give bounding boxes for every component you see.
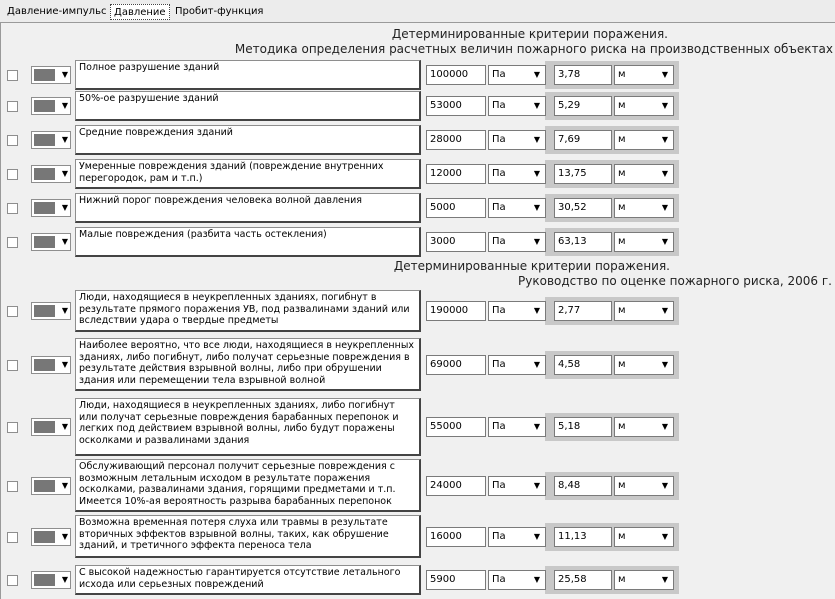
- pressure-unit-label: Па: [492, 100, 506, 111]
- select-checkbox[interactable]: [7, 70, 18, 81]
- pressure-unit-select[interactable]: [488, 198, 546, 218]
- pressure-unit-select[interactable]: [488, 355, 546, 375]
- criterion-description: Обслуживающий персонал получит серьезные повреждения с возможным летальным исходом в результате поражения осколками, развалинами здания, горящими предметами и т.п. Имеется 10%-ая вероятность разрыва барабанных перепонок: [75, 459, 421, 512]
- pressure-value-input[interactable]: 53000: [426, 96, 486, 116]
- color-swatch: [34, 168, 55, 180]
- pressure-unit-label: Па: [492, 480, 506, 491]
- distance-value-input[interactable]: 2,77: [554, 301, 612, 321]
- criterion-description: С высокой надежностью гарантируется отсутствие летального исхода или серьезных повреждений: [75, 565, 421, 595]
- criterion-description: Нижний порог повреждения человека волной давления: [75, 193, 421, 223]
- chevron-down-icon: ▼: [661, 101, 668, 110]
- distance-unit-select[interactable]: [614, 355, 674, 375]
- color-picker[interactable]: [31, 165, 71, 183]
- distance-unit-label: м: [618, 480, 626, 491]
- criterion-row: [0, 192, 835, 224]
- pressure-value-input[interactable]: 190000: [426, 301, 486, 321]
- distance-unit-label: м: [618, 202, 626, 213]
- select-checkbox[interactable]: [7, 135, 18, 146]
- chevron-down-icon: ▼: [661, 169, 668, 178]
- criterion-description: Малые повреждения (разбита часть остекления): [75, 227, 421, 257]
- tab-strip: [0, 0, 835, 24]
- chevron-down-icon: ▼: [533, 237, 540, 246]
- criterion-description: Умеренные повреждения зданий (повреждение внутренних перегородок, рам и т.п.): [75, 159, 421, 189]
- color-picker[interactable]: [31, 571, 71, 589]
- pressure-unit-label: Па: [492, 531, 506, 542]
- distance-unit-label: м: [618, 134, 626, 145]
- distance-unit-select[interactable]: [614, 527, 674, 547]
- color-picker[interactable]: [31, 66, 71, 84]
- criterion-row: [0, 337, 835, 392]
- criterion-description: Полное разрушение зданий: [75, 60, 421, 90]
- pressure-value-input[interactable]: 3000: [426, 232, 486, 252]
- color-picker[interactable]: [31, 199, 71, 217]
- criterion-row: [0, 458, 835, 513]
- distance-unit-label: м: [618, 574, 626, 585]
- pressure-unit-select[interactable]: [488, 96, 546, 116]
- chevron-down-icon: ▼: [533, 101, 540, 110]
- distance-unit-select[interactable]: [614, 96, 674, 116]
- color-swatch: [34, 100, 55, 112]
- criterion-row: [0, 514, 835, 559]
- chevron-down-icon: ▼: [61, 422, 68, 431]
- color-swatch: [34, 531, 55, 543]
- select-checkbox[interactable]: [7, 422, 18, 433]
- color-swatch: [34, 134, 55, 146]
- distance-unit-label: м: [618, 531, 626, 542]
- chevron-down-icon: ▼: [661, 481, 668, 490]
- distance-value-input[interactable]: 63,13: [554, 232, 612, 252]
- pressure-unit-select[interactable]: [488, 527, 546, 547]
- criterion-description: Наиболее вероятно, что все люди, находящиеся в неукрепленных зданиях, либо погибнут, либо получат серьезные повреждения в результате действия взрывной волны, либо при обрушении здания или перемещении тела взрывной волной: [75, 338, 421, 391]
- criterion-row: [0, 90, 835, 122]
- chevron-down-icon: ▼: [61, 70, 68, 79]
- pressure-value-input[interactable]: 12000: [426, 164, 486, 184]
- pressure-unit-label: Па: [492, 168, 506, 179]
- color-swatch: [34, 574, 55, 586]
- pressure-unit-label: Па: [492, 574, 506, 585]
- color-picker[interactable]: [31, 528, 71, 546]
- pressure-unit-select[interactable]: [488, 130, 546, 150]
- distance-value-input[interactable]: 25,58: [554, 570, 612, 590]
- criterion-description: Средние повреждения зданий: [75, 125, 421, 155]
- pressure-unit-label: Па: [492, 69, 506, 80]
- criterion-description: Возможна временная потеря слуха или травмы в результате вторичных эффектов взрывной волны, таких, как обрушение зданий, и третичного эффекта переноса тела: [75, 515, 421, 558]
- distance-value-input[interactable]: 7,69: [554, 130, 612, 150]
- pressure-unit-select[interactable]: [488, 476, 546, 496]
- pressure-value-input[interactable]: 69000: [426, 355, 486, 375]
- pressure-unit-select[interactable]: [488, 232, 546, 252]
- criterion-description: Люди, находящиеся в неукрепленных зданиях, либо погибнут или получат серьезные повреждения барабанных перепонок и легких под действием взрывной волны, либо будут поражены осколками и развалинами здания: [75, 398, 421, 456]
- chevron-down-icon: ▼: [533, 575, 540, 584]
- distance-value-input[interactable]: 4,58: [554, 355, 612, 375]
- chevron-down-icon: ▼: [661, 306, 668, 315]
- color-picker[interactable]: [31, 97, 71, 115]
- distance-unit-select[interactable]: [614, 301, 674, 321]
- pressure-value-input[interactable]: 5000: [426, 198, 486, 218]
- pressure-unit-select[interactable]: [488, 570, 546, 590]
- criterion-row: [0, 226, 835, 258]
- chevron-down-icon: ▼: [661, 532, 668, 541]
- distance-unit-select[interactable]: [614, 130, 674, 150]
- pressure-value-input[interactable]: 5900: [426, 570, 486, 590]
- chevron-down-icon: ▼: [661, 360, 668, 369]
- distance-value-input[interactable]: 30,52: [554, 198, 612, 218]
- section2-title-line1: Детерминированные критерии поражения.: [393, 259, 670, 273]
- pressure-unit-label: Па: [492, 421, 506, 432]
- criterion-row: [0, 158, 835, 190]
- select-checkbox[interactable]: [7, 306, 18, 317]
- select-checkbox[interactable]: [7, 532, 18, 543]
- chevron-down-icon: ▼: [661, 135, 668, 144]
- pressure-unit-label: Па: [492, 305, 506, 316]
- color-swatch: [34, 305, 55, 317]
- distance-value-input[interactable]: 5,29: [554, 96, 612, 116]
- distance-unit-select[interactable]: [614, 198, 674, 218]
- chevron-down-icon: ▼: [61, 169, 68, 178]
- pressure-value-input[interactable]: 24000: [426, 476, 486, 496]
- distance-unit-label: м: [618, 168, 626, 179]
- chevron-down-icon: ▼: [61, 101, 68, 110]
- color-picker[interactable]: [31, 131, 71, 149]
- chevron-down-icon: ▼: [61, 532, 68, 541]
- select-checkbox[interactable]: [7, 169, 18, 180]
- color-picker[interactable]: [31, 418, 71, 436]
- criterion-row: [0, 564, 835, 596]
- select-checkbox[interactable]: [7, 481, 18, 492]
- chevron-down-icon: ▼: [533, 360, 540, 369]
- chevron-down-icon: ▼: [61, 203, 68, 212]
- pressure-value-input[interactable]: 28000: [426, 130, 486, 150]
- distance-unit-select[interactable]: [614, 417, 674, 437]
- distance-unit-select[interactable]: [614, 232, 674, 252]
- chevron-down-icon: ▼: [61, 306, 68, 315]
- pressure-value-input[interactable]: 100000: [426, 65, 486, 85]
- section1-title-line2: Методика определения расчетных величин пожарного риска на производственных объектах: [234, 42, 833, 56]
- criterion-row: [0, 397, 835, 457]
- chevron-down-icon: ▼: [533, 306, 540, 315]
- pressure-unit-label: Па: [492, 236, 506, 247]
- pressure-unit-label: Па: [492, 359, 506, 370]
- color-swatch: [34, 202, 55, 214]
- distance-unit-label: м: [618, 421, 626, 432]
- chevron-down-icon: ▼: [533, 169, 540, 178]
- chevron-down-icon: ▼: [61, 575, 68, 584]
- select-checkbox[interactable]: [7, 101, 18, 112]
- pressure-unit-select[interactable]: [488, 301, 546, 321]
- chevron-down-icon: ▼: [661, 422, 668, 431]
- chevron-down-icon: ▼: [661, 237, 668, 246]
- color-picker[interactable]: [31, 477, 71, 495]
- tab-probit-function[interactable]: Пробит-функция: [175, 6, 264, 17]
- color-picker[interactable]: [31, 356, 71, 374]
- criterion-row: [0, 124, 835, 156]
- distance-value-input[interactable]: 11,13: [554, 527, 612, 547]
- section2-title-line2: Руководство по оценке пожарного риска, 2006 г.: [518, 274, 832, 288]
- chevron-down-icon: ▼: [61, 360, 68, 369]
- chevron-down-icon: ▼: [533, 532, 540, 541]
- pressure-unit-select[interactable]: [488, 417, 546, 437]
- pressure-unit-select[interactable]: [488, 164, 546, 184]
- select-checkbox[interactable]: [7, 237, 18, 248]
- distance-unit-label: м: [618, 69, 626, 80]
- chevron-down-icon: ▼: [661, 70, 668, 79]
- pressure-unit-label: Па: [492, 134, 506, 145]
- distance-value-input[interactable]: 13,75: [554, 164, 612, 184]
- color-swatch: [34, 421, 55, 433]
- chevron-down-icon: ▼: [533, 135, 540, 144]
- color-swatch: [34, 359, 55, 371]
- chevron-down-icon: ▼: [61, 135, 68, 144]
- color-swatch: [34, 480, 55, 492]
- distance-unit-label: м: [618, 100, 626, 111]
- distance-value-input[interactable]: 8,48: [554, 476, 612, 496]
- color-swatch: [34, 236, 55, 248]
- criterion-row: [0, 59, 835, 91]
- select-checkbox[interactable]: [7, 575, 18, 586]
- select-checkbox[interactable]: [7, 360, 18, 371]
- pressure-unit-label: Па: [492, 202, 506, 213]
- pressure-value-input[interactable]: 55000: [426, 417, 486, 437]
- distance-value-input[interactable]: 3,78: [554, 65, 612, 85]
- color-swatch: [34, 69, 55, 81]
- chevron-down-icon: ▼: [61, 481, 68, 490]
- distance-unit-label: м: [618, 305, 626, 316]
- criterion-description: 50%-ое разрушение зданий: [75, 91, 421, 121]
- distance-unit-select[interactable]: [614, 476, 674, 496]
- distance-unit-select[interactable]: [614, 164, 674, 184]
- criterion-description: Люди, находящиеся в неукрепленных зданиях, погибнут в результате прямого поражения УВ, под развалинами зданий или вследствии удара о твердые предметы: [75, 290, 421, 332]
- chevron-down-icon: ▼: [533, 70, 540, 79]
- pressure-value-input[interactable]: 16000: [426, 527, 486, 547]
- distance-unit-select[interactable]: [614, 570, 674, 590]
- pressure-unit-select[interactable]: [488, 65, 546, 85]
- select-checkbox[interactable]: [7, 203, 18, 214]
- chevron-down-icon: ▼: [533, 422, 540, 431]
- color-picker[interactable]: [31, 233, 71, 251]
- distance-unit-select[interactable]: [614, 65, 674, 85]
- distance-value-input[interactable]: 5,18: [554, 417, 612, 437]
- chevron-down-icon: ▼: [533, 481, 540, 490]
- chevron-down-icon: ▼: [661, 575, 668, 584]
- chevron-down-icon: ▼: [533, 203, 540, 212]
- chevron-down-icon: ▼: [661, 203, 668, 212]
- section1-title-line1: Детерминированные критерии поражения.: [391, 27, 668, 41]
- color-picker[interactable]: [31, 302, 71, 320]
- tab-pressure-impulse[interactable]: Давление-импульс: [7, 6, 107, 17]
- chevron-down-icon: ▼: [61, 237, 68, 246]
- criterion-row: [0, 289, 835, 333]
- distance-unit-label: м: [618, 359, 626, 370]
- tab-pressure[interactable]: Давление: [110, 4, 170, 20]
- distance-unit-label: м: [618, 236, 626, 247]
